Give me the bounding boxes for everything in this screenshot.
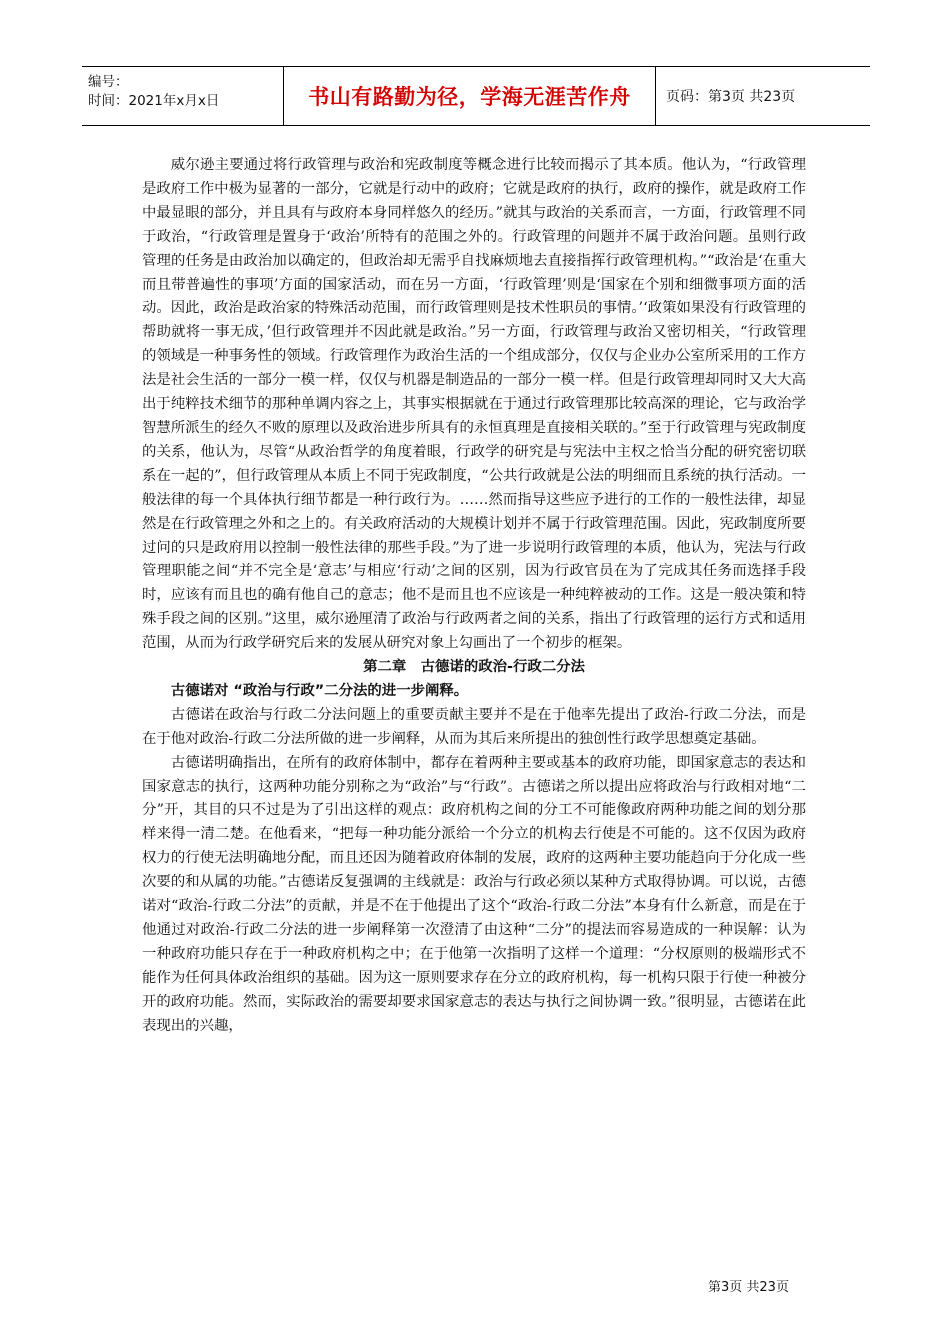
chapter-title: 第二章 古德诺的政治-行政二分法 bbox=[363, 659, 585, 676]
page-header bbox=[82, 66, 870, 126]
header-meta bbox=[82, 67, 284, 125]
document-number-label: 编号： bbox=[88, 74, 129, 90]
document-body bbox=[142, 154, 806, 1039]
header-motto: 书山有路勤为径，学海无涯苦作舟 bbox=[308, 85, 631, 109]
body-paragraph-wilson: 威尔逊主要通过将行政管理与政治和宪政制度等概念进行比较而揭示了其本质。他认为，“行政管理是政府工作中极为显著的一部分，它就是行动中的政府；它就是政府的执行，政府的操作，就是政府工作中最显眼的部分，并且具有与政府本身同样悠久的经历。”就其与政治的关系而言，一方面，行政管理不同于政治，“行政管理是置身于‘政治’所特有的范围之外的。行政管理的问题并不属于政治问题。虽则行政管理的任务是由政治加以确定的，但政治却无需乎自找麻烦地去直接指挥行政管理机构。”“政治是‘在重大而且带普遍性的事项’方面的国家活动，而在另一方面，‘行政管理’则是‘国家在个别和细微事项方面的活动。因此，政治是政治家的特殊活动范围，而行政管理则是技术性职员的事情。’‘政策如果没有行政管理的帮助就将一事无成，’但行政管理并不因此就是政治。”另一方面，行政管理与政治又密切相关，“行政管理的领域是一种事务性的领域。行政管理作为政治生活的一个组成部分，仅仅与企业办公室所采用的工作方法是社会生活的一部分一模一样，仅仅与机器是制造品的一部分一模一样。但是行政管理却同时又大大高出于纯粹技术细节的那种单调内容之上，其事实根据就在于通过行政管理那比较高深的理论，它与政治学智慧所派生的经久不败的原理以及政治进步所具有的永恒真理是直接相关联的。”至于行政管理与宪政制度的关系，他认为，尽管“从政治哲学的角度着眼，行政学的研究是与宪法中主权之恰当分配的研究密切联系在一起的”，但行政管理从本质上不同于宪政制度，“公共行政就是公法的明细而且系统的执行活动。一般法律的每一个具体执行细节都是一种行政行为。……然而指导这些应予进行的工作的一般性法律，却显然是在行政管理之外和之上的。有关政府活动的大规模计划并不属于行政管理范围。因此，宪政制度所要过问的只是政府用以控制一般性法律的那些手段。”为了进一步说明行政管理的本质，他认为，宪法与行政管理职能之间“并不完全是‘意志’与相应‘行动’之间的区别，因为行政官员在为了完成其任务而选择手段时，应该有而且也的确有他自己的意志；他不是而且也不应该是一种纯粹被动的工作。这是一般决策和特殊手段之间的区别。”这里，威尔逊厘清了政治与行政两者之间的关系，指出了行政管理的运行方式和适用范围，从而为行政学研究后来的发展从研究对象上勾画出了一个初步的框架。 bbox=[142, 157, 806, 652]
header-page-cell bbox=[656, 67, 870, 125]
page-footer: 第3页 共23页 bbox=[708, 1280, 789, 1295]
header-motto-cell bbox=[284, 67, 656, 125]
body-paragraph-goodnow-intro: 古德诺在政治与行政二分法问题上的重要贡献主要并不是在于他率先提出了政治-行政二分法，而是在于他对政治-行政二分法所做的进一步阐释，从而为其后来所提出的独创性行政学思想奠定基础。 bbox=[142, 706, 806, 747]
document-date-label: 时间：2021年x月x日 bbox=[88, 93, 220, 109]
section-title: 古德诺对 “政治与行政”二分法的进一步阐释。 bbox=[170, 682, 469, 699]
header-page-number: 页码：第3页 共23页 bbox=[666, 89, 796, 105]
body-paragraph-goodnow-detail: 古德诺明确指出，在所有的政府体制中，都存在着两种主要或基本的政府功能，即国家意志的表达和国家意志的执行，这两种功能分别称之为“政治”与“行政”。古德诺之所以提出应将政治与行政相对地“二分”开，其目的只不过是为了引出这样的观点：政府机构之间的分工不可能像政府两种功能之间的划分那样来得一清二楚。在他看来，“把每一种功能分派给一个分立的机构去行使是不可能的。这不仅因为政府权力的行使无法明确地分配，而且还因为随着政府体制的发展，政府的这两种主要功能趋向于分化成一些次要的和从属的功能。”古德诺反复强调的主线就是：政治与行政必须以某种方式取得协调。可以说，古德诺对“政治-行政二分法”的贡献，并是不在于他提出了这个“政治-行政二分法”本身有什么新意，而是在于他通过对政治-行政二分法的进一步阐释第一次澄清了由这种“二分”的提法而容易造成的一种误解：认为一种政府功能只存在于一种政府机构之中；在于他第一次指明了这样一个道理：“分权原则的极端形式不能作为任何具体政治组织的基础。因为这一原则要求存在分立的政府机构，每一机构只限于行使一种被分开的政府功能。然而，实际政治的需要却要求国家意志的表达与执行之间协调一致。”很明显，古德诺在此表现出的兴趣， bbox=[142, 754, 806, 1034]
